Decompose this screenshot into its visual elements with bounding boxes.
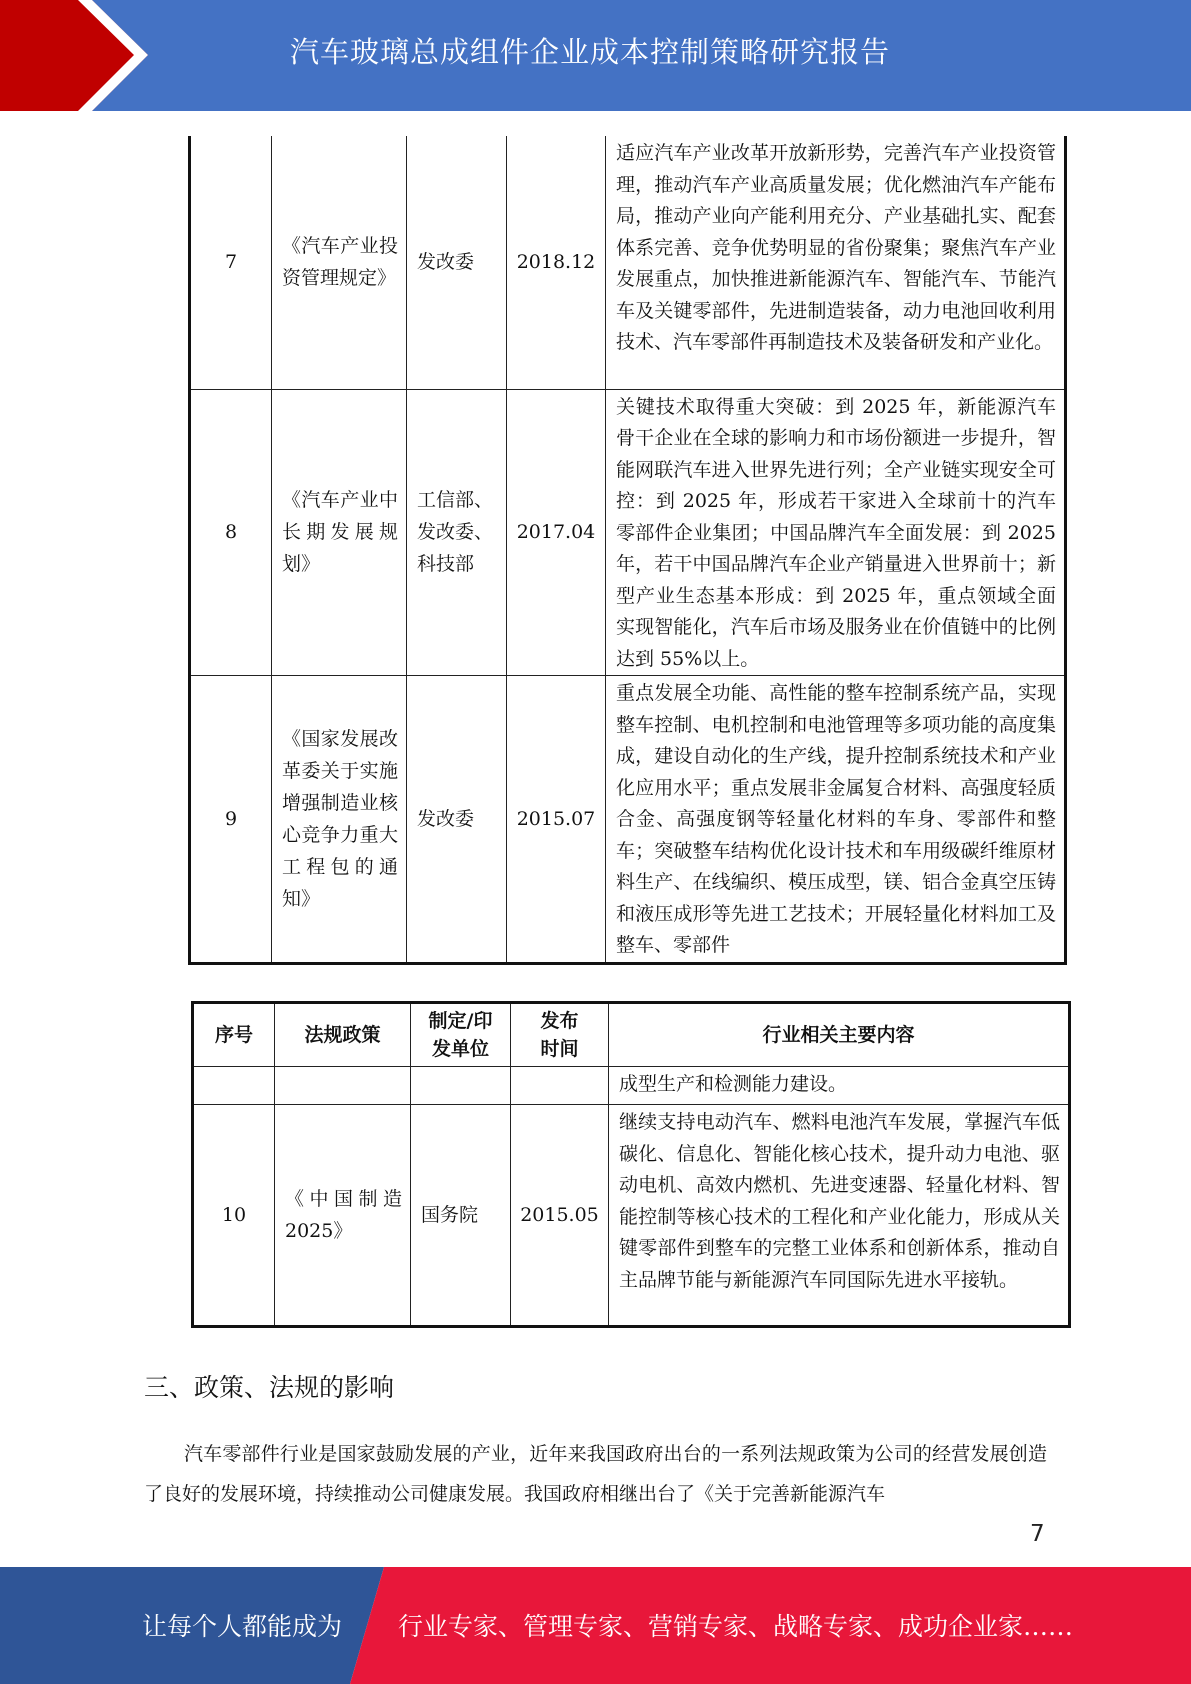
policy-content: 关键技术取得重大突破：到 2025 年，新能源汽车骨干企业在全球的影响力和市场份额进一步提升，智能网联汽车进入世界先进行列；全产业链实现安全可控：到 2025 年，形成若干家进入全球前十的汽车零部件企业集团；中国品牌汽车全面发展：到 2025 年，若干中国品牌汽车企业产销量进入世界前十；新型产业生态基本形成：到 2025 年，重点领域全面实现智能化，汽车后市场及服务业在价值链中的比例达到 55%以上。 [606,389,1066,676]
footer-slogan-right: 行业专家、管理专家、营销专家、战略专家、成功企业家…… [398,1612,1074,1641]
release-date: 2015.07 [507,676,606,964]
policy-name: 《汽车产业中长期发展规划》 [272,389,407,676]
report-title: 汽车玻璃总成组件企业成本控制策略研究报告 [290,35,891,69]
column-header-policy: 法规政策 [275,1003,411,1067]
policy-content: 重点发展全功能、高性能的整车控制系统产品，实现整车控制、电机控制和电池管理等多项功能的高度集成，建设自动化的生产线，提升控制系统技术和产业化应用水平；重点发展非金属复合材料、高强度轻质合金、高强度钢等轻量化材料的车身、零部件和整车；突破整车结构优化设计技术和车用级碳纤维原材料生产、在线编织、模压成型，镁、铝合金真空压铸和液压成形等先进工艺技术；开展轻量化材料加工及整车、零部件 [606,676,1066,964]
table-row [190,389,1066,676]
policy-table-next [191,1001,1071,1328]
policy-name: 《中国制造2025》 [275,1105,411,1327]
table-header-row [193,1003,1070,1067]
column-header-number: 序号 [193,1003,275,1067]
page-header [0,0,1191,111]
release-date: 2018.12 [507,136,606,389]
page-number: 7 [1030,1521,1045,1547]
policy-content: 适应汽车产业改革开放新形势，完善汽车产业投资管理，推动汽车产业高质量发展；优化燃油汽车产能布局，推动产业向产能利用充分、产业基础扎实、配套体系完善、竞争优势明显的省份聚集；聚焦汽车产业发展重点，加快推进新能源汽车、智能汽车、节能汽车及关键零部件，先进制造装备，动力电池回收利用技术、汽车零部件再制造技术及装备研发和产业化。 [606,136,1066,389]
policy-name: 《国家发展改革委关于实施增强制造业核心竞争力重大工程包的通知》 [272,676,407,964]
issuing-body: 工信部、发改委、科技部 [407,389,507,676]
column-header-date: 发布 时间 [511,1003,609,1067]
row-number: 9 [190,676,272,964]
column-header-issuer: 制定/印 发单位 [411,1003,511,1067]
section-heading: 三、政策、法规的影响 [144,1373,395,1402]
release-date: 2017.04 [507,389,606,676]
column-header-content: 行业相关主要内容 [609,1003,1070,1067]
table-row [190,136,1066,389]
row-number: 8 [190,389,272,676]
table-row [193,1105,1070,1327]
footer-slogan-left: 让每个人都能成为 [142,1612,343,1641]
issuing-body: 国务院 [411,1105,511,1327]
issuing-body: 发改委 [407,136,507,389]
release-date: 2015.05 [511,1105,609,1327]
row-number: 7 [190,136,272,389]
table-row [190,676,1066,964]
row-number: 10 [193,1105,275,1327]
issuing-body: 发改委 [407,676,507,964]
table-row-continuation [193,1067,1070,1105]
continuation-text: 成型生产和检测能力建设。 [609,1067,1070,1105]
body-paragraph: 汽车零部件行业是国家鼓励发展的产业，近年来我国政府出台的一系列法规政策为公司的经营发展创造了良好的发展环境，持续推动公司健康发展。我国政府相继出台了《关于完善新能源汽车 [144,1443,1047,1505]
policy-name: 《汽车产业投资管理规定》 [272,136,407,389]
page-footer [0,1567,1191,1684]
policy-content: 继续支持电动汽车、燃料电池汽车发展，掌握汽车低碳化、信息化、智能化核心技术，提升动力电池、驱动电机、高效内燃机、先进变速器、轻量化材料、智能控制等核心技术的工程化和产业化能力，形成从关键零部件到整车的完整工业体系和创新体系，推动自主品牌节能与新能源汽车同国际先进水平接轨。 [609,1105,1070,1327]
policy-table-continued [188,136,1067,965]
